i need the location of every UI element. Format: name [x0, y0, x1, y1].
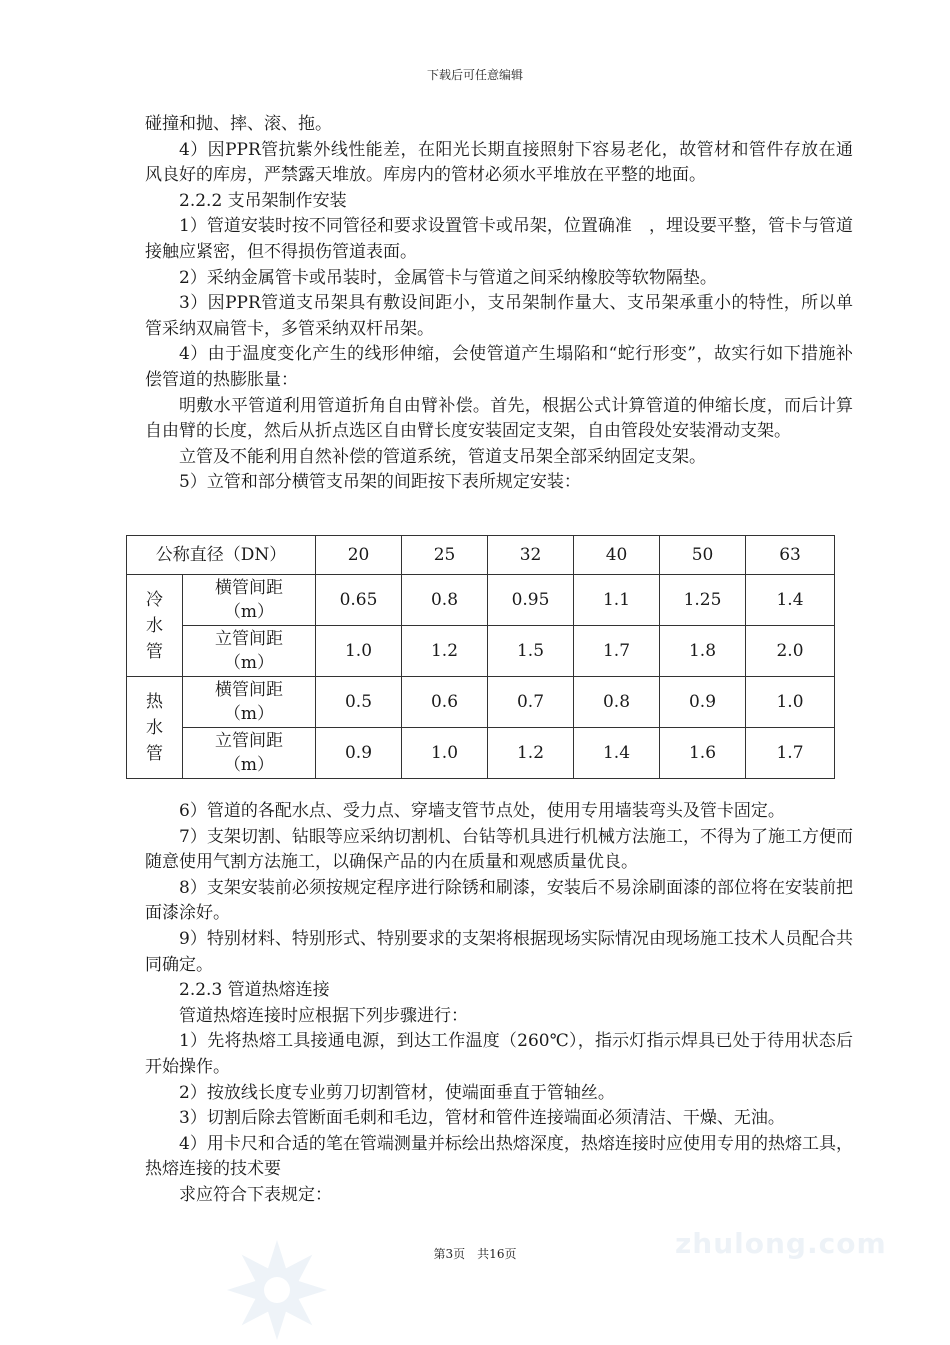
table-header-diameter: 32	[488, 536, 574, 575]
table-cell-spacing: 0.8	[574, 677, 660, 728]
table-cell-spacing: 1.2	[488, 728, 574, 779]
watermark-text: zhulong.com	[675, 1227, 887, 1260]
group-label-char: 热	[146, 691, 163, 712]
page-footer: 第3页 共16页	[433, 1247, 517, 1261]
table-cell-spacing: 1.4	[574, 728, 660, 779]
row-label-line1: 横管间距	[215, 680, 283, 700]
table-group-label	[127, 677, 183, 779]
row-label-unit: （m）	[223, 602, 275, 622]
paragraph: 求应符合下表规定：	[179, 1184, 332, 1205]
watermark-logo-icon	[222, 1235, 332, 1345]
paragraph: 3）切割后除去管断面毛刺和毛边，管材和管件连接端面必须清洁、干燥、无油。	[179, 1108, 785, 1129]
paragraph: 1）先将热熔工具接通电源，到达工作温度（260℃），指示灯指示焊具已处于待用状态后开始操作。	[145, 1031, 853, 1077]
group-label-char: 水	[146, 615, 163, 636]
table-cell-spacing: 1.4	[746, 575, 835, 626]
support-spacing-table	[126, 535, 835, 779]
table-row	[127, 575, 835, 626]
table-cell-spacing: 0.9	[660, 677, 746, 728]
paragraph: 4）由于温度变化产生的线形伸缩，会使管道产生塌陷和“蛇行形变”，故实行如下措施补偿管道的热膨胀量：	[145, 344, 853, 390]
row-label-line1: 立管间距	[215, 629, 283, 649]
table-cell-spacing: 0.9	[316, 728, 402, 779]
table-header-diameter: 50	[660, 536, 746, 575]
table-row	[127, 626, 835, 677]
row-label-line1: 横管间距	[215, 578, 283, 598]
paragraph: 6）管道的各配水点、受力点、穿墙支管节点处，使用专用墙装弯头及管卡固定。	[179, 801, 785, 821]
paragraph: 2）采纳金属管卡或吊装时，金属管卡与管道之间采纳橡胶等软物隔垫。	[179, 267, 717, 288]
paragraph: 5）立管和部分横管支吊架的间距按下表所规定安装：	[179, 472, 581, 493]
page-header-note: 下载后可任意编辑	[426, 68, 523, 82]
table-cell-spacing: 1.0	[316, 626, 402, 677]
table-cell-spacing: 0.6	[402, 677, 488, 728]
table-cell-spacing: 0.7	[488, 677, 574, 728]
paragraph: 3）因PPR管道支吊架具有敷设间距小，支吊架制作量大、支吊架承重小的特性，所以单管采纳双扁管卡，多管采纳双杆吊架。	[145, 293, 853, 339]
table-cell-spacing: 1.6	[660, 728, 746, 779]
paragraph: 1）管道安装时按不同管径和要求设置管卡或吊架，位置确准 ，埋设要平整，管卡与管道接触应紧密，但不得损伤管道表面。	[145, 216, 853, 262]
table-header-diameter: 20	[316, 536, 402, 575]
paragraph: 2.2.3 管道热熔连接	[179, 980, 330, 1001]
paragraph-group-top	[145, 112, 853, 496]
paragraph: 4）因PPR管抗紫外线性能差，在阳光长期直接照射下容易老化，故管材和管件存放在通风良好的库房，严禁露天堆放。库房内的管材必须水平堆放在平整的地面。	[145, 139, 853, 186]
paragraph: 管道热熔连接时应根据下列步骤进行：	[179, 1005, 468, 1026]
paragraph: 2.2.2 支吊架制作安装	[179, 190, 347, 211]
table-row-label	[183, 575, 316, 626]
table-row	[127, 677, 835, 728]
paragraph: 4）用卡尺和合适的笔在管端测量并标绘出热熔深度，热熔连接时应使用专用的热熔工具，热熔连接的技术要	[145, 1133, 853, 1180]
group-label-char: 管	[146, 743, 163, 764]
row-label-unit: （m）	[223, 755, 275, 775]
table-row-label	[183, 677, 316, 728]
table-cell-spacing: 0.5	[316, 677, 402, 728]
table-cell-spacing: 1.1	[574, 575, 660, 626]
table-row-label	[183, 626, 316, 677]
table-cell-spacing: 1.2	[402, 626, 488, 677]
table-cell-spacing: 1.25	[660, 575, 746, 626]
table-cell-spacing: 0.8	[402, 575, 488, 626]
table-header-diameter: 40	[574, 536, 660, 575]
document-body	[145, 112, 853, 496]
group-label-char: 管	[146, 641, 163, 662]
table-cell-spacing: 1.5	[488, 626, 574, 677]
paragraph: 立管及不能利用自然补偿的管道系统，管道支吊架全部采纳固定支架。	[179, 446, 706, 467]
table-header-label: 公称直径（DN）	[127, 536, 316, 575]
group-label-char: 水	[146, 717, 163, 738]
paragraph: 9）特别材料、特别形式、特别要求的支架将根据现场实际情况由现场施工技术人员配合共同确定。	[145, 928, 853, 975]
table-cell-spacing: 1.0	[402, 728, 488, 779]
group-label-char: 冷	[146, 589, 163, 610]
row-label-unit: （m）	[223, 653, 275, 673]
table-cell-spacing: 1.0	[746, 677, 835, 728]
document-body-lower	[145, 799, 853, 1209]
table-cell-spacing: 0.65	[316, 575, 402, 626]
paragraph: 8）支架安装前必须按规定程序进行除锈和刷漆，安装后不易涂刷面漆的部位将在安装前把面漆涂好。	[145, 877, 853, 924]
table-header-diameter: 63	[746, 536, 835, 575]
paragraph: 2）按放线长度专业剪刀切割管材，使端面垂直于管轴丝。	[179, 1082, 615, 1103]
row-label-unit: （m）	[223, 704, 275, 724]
table-cell-spacing: 0.95	[488, 575, 574, 626]
paragraph: 7）支架切割、钻眼等应采纳切割机、台钻等机具进行机械方法施工，不得为了施工方便而随意使用气割方法施工，以确保产品的内在质量和观感质量优良。	[145, 826, 853, 873]
table-cell-spacing: 1.8	[660, 626, 746, 677]
paragraph: 明敷水平管道利用管道折角自由臂补偿。首先，根据公式计算管道的伸缩长度，而后计算自由臂的长度，然后从折点选区自由臂长度安装固定支架，自由管段处安装滑动支架。	[145, 395, 853, 442]
row-label-line1: 立管间距	[215, 731, 283, 751]
table-cell-spacing: 1.7	[746, 728, 835, 779]
table-cell-spacing: 1.7	[574, 626, 660, 677]
table-group-label	[127, 575, 183, 677]
table-header-diameter: 25	[402, 536, 488, 575]
paragraph: 碰撞和抛、摔、滚、拖。	[145, 114, 332, 134]
table-row-label	[183, 728, 316, 779]
table-cell-spacing: 2.0	[746, 626, 835, 677]
table-row	[127, 728, 835, 779]
